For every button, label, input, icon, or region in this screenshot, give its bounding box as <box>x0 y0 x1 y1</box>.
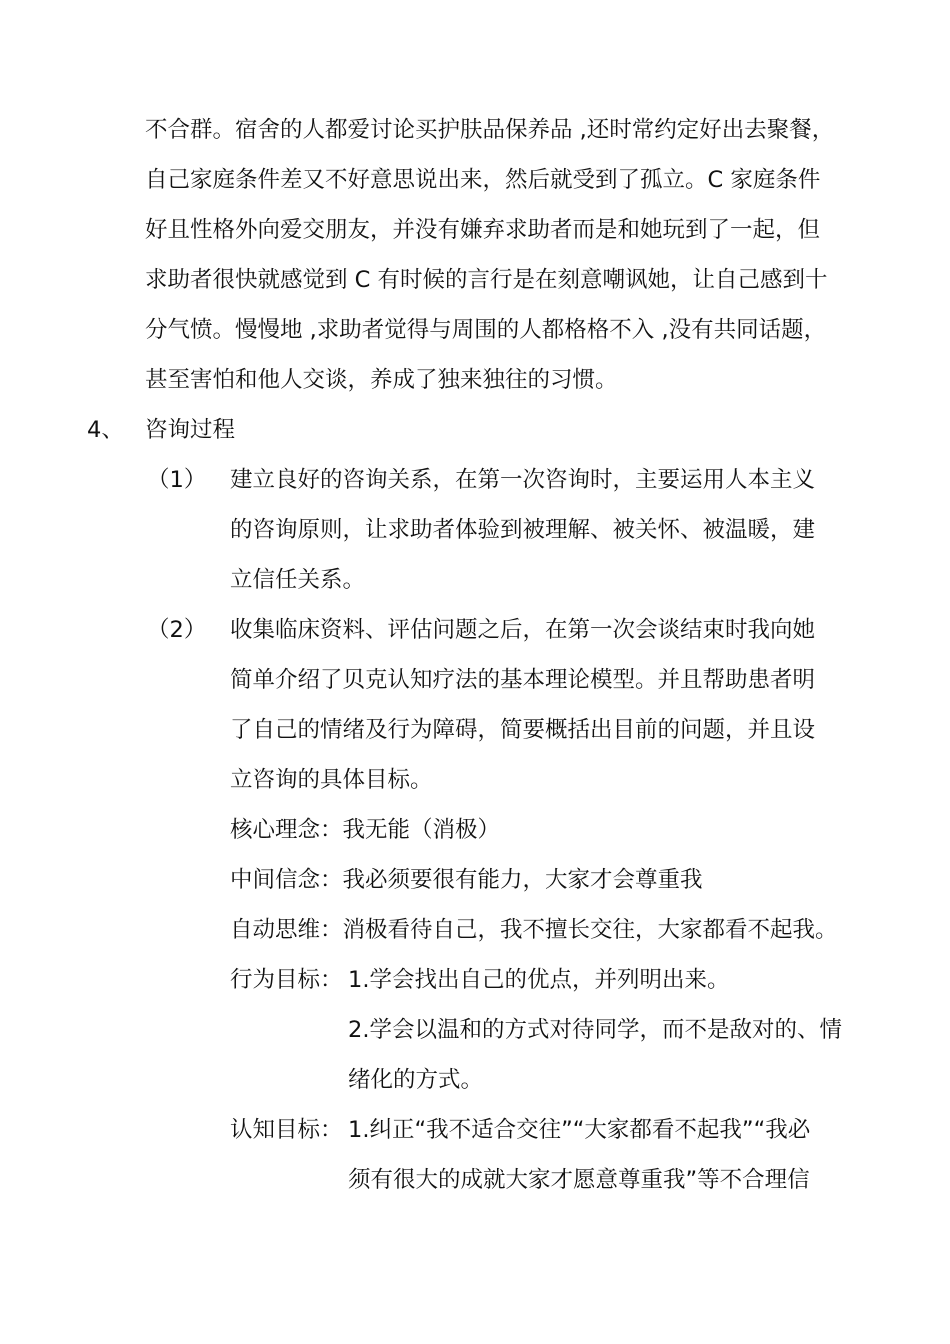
paragraph-line: 求助者很快就感觉到 C 有时候的言行是在刻意嘲讽她，让自己感到十 <box>145 267 828 293</box>
list-item-line: 简单介绍了贝克认知疗法的基本理论模型。并且帮助患者明 <box>230 667 816 693</box>
behavior-goal-2-continued: 绪化的方式。 <box>348 1067 484 1093</box>
core-belief: 核心理念：我无能（消极） <box>230 817 501 843</box>
behavior-goal-1: 1.学会找出自己的优点，并列明出来。 <box>348 967 730 993</box>
cognitive-goal-1-continued: 须有很大的成就大家才愿意尊重我”等不合理信 <box>348 1167 810 1193</box>
behavior-goal-label: 行为目标： <box>230 967 343 993</box>
intermediate-belief: 中间信念：我必须要很有能力，大家才会尊重我 <box>230 867 703 893</box>
automatic-thought: 自动思维：消极看待自己，我不擅长交往，大家都看不起我。 <box>230 917 838 943</box>
list-item-line: 立信任关系。 <box>230 567 366 593</box>
paragraph-line: 自己家庭条件差又不好意思说出来，然后就受到了孤立。C 家庭条件 <box>145 167 821 193</box>
list-item-line: 了自己的情绪及行为障碍，简要概括出目前的问题，并且设 <box>230 717 816 743</box>
list-item-marker: （2） <box>147 617 207 643</box>
list-item-line: 建立良好的咨询关系，在第一次咨询时，主要运用人本主义 <box>230 467 816 493</box>
list-item-line: 立咨询的具体目标。 <box>230 767 433 793</box>
paragraph-line: 好且性格外向爱交朋友，并没有嫌弃求助者而是和她玩到了一起，但 <box>145 217 821 243</box>
cognitive-goal-label: 认知目标： <box>230 1117 343 1143</box>
paragraph-line: 甚至害怕和他人交谈，养成了独来独往的习惯。 <box>145 367 618 393</box>
list-item-line: 的咨询原则，让求助者体验到被理解、被关怀、被温暖，建 <box>230 517 816 543</box>
paragraph-line: 分气愤。慢慢地 ,求助者觉得与周围的人都格格不入 ,没有共同话题， <box>145 317 827 343</box>
section-title: 咨询过程 <box>145 417 236 443</box>
list-item-marker: （1） <box>147 467 207 493</box>
cognitive-goal-1: 1.纠正“我不适合交往”“大家都看不起我”“我必 <box>348 1117 811 1143</box>
behavior-goal-2: 2.学会以温和的方式对待同学，而不是敌对的、情 <box>348 1017 842 1043</box>
section-number: 4、 <box>87 417 124 443</box>
list-item-line: 收集临床资料、评估问题之后，在第一次会谈结束时我向她 <box>230 617 816 643</box>
paragraph-line: 不合群。宿舍的人都爱讨论买护肤品保养品 ,还时常约定好出去聚餐， <box>145 117 835 143</box>
